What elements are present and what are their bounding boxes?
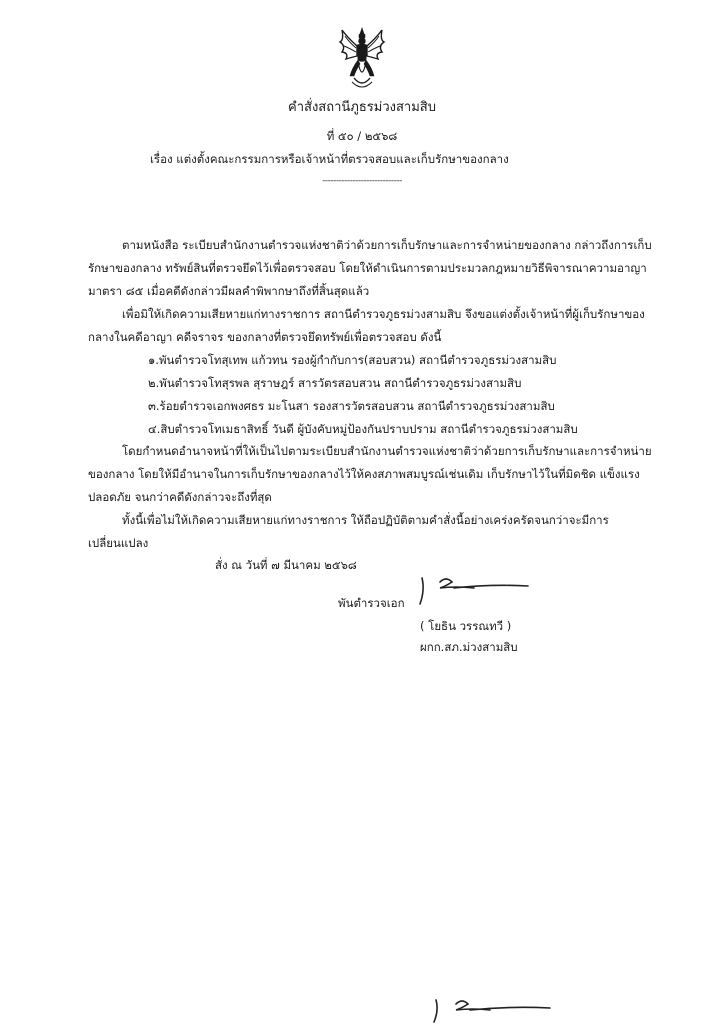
member-item: ๔.สิบตำรวจโทเมธาสิทธิ์ วันดี ผู้บังคับหมู่ป้องกันปราบปราม สถานีตำรวจภูธรม่วงสามสิบ xyxy=(148,422,578,436)
member-item: ๑.พันตำรวจโทสุเทพ แก้วทน รองผู้กำกับการ(สอบสวน) สถานีตำรวจภูธรม่วงสามสิบ xyxy=(148,353,557,367)
member-item: ๒.พันตำรวจโทสุรพล สุราษฎร์ สารวัตรสอบสวน สถานีตำรวจภูธรม่วงสามสิบ xyxy=(148,376,522,390)
order-subject: เรื่อง แต่งตั้งคณะกรรมการหรือเจ้าหน้าที่ตรวจสอบและเก็บรักษาของกลาง xyxy=(150,152,509,166)
paragraph-4-line-2: เปลี่ยนแปลง xyxy=(88,536,149,550)
paragraph-1-line-3: มาตรา ๘๕ เมื่อคดีดังกล่าวมีผลคำพิพากษาถึงที่สิ้นสุดแล้ว xyxy=(88,284,370,298)
separator: ----------------------------- xyxy=(322,176,402,186)
order-date: สั่ง ณ วันที่ ๗ มีนาคม ๒๕๖๘ xyxy=(215,558,357,572)
paragraph-1-line-1: ตามหนังสือ ระเบียบสำนักงานตำรวจแห่งชาติว่าด้วยการเก็บรักษาและการจำหน่ายของกลาง กล่าวถึงการเก็บ xyxy=(122,238,652,252)
signature-mark xyxy=(412,572,532,608)
garuda-emblem xyxy=(336,26,388,92)
paragraph-2-line-2: กลางในคดีอาญา คดีจราจร ของกลางที่ตรวจยึดทรัพย์เพื่อตรวจสอบ ดังนี้ xyxy=(88,330,442,344)
paragraph-3-line-3: ปลอดภัย จนกว่าคดีดังกล่าวจะถึงที่สุด xyxy=(88,490,272,504)
signatory-name: ( โยธิน วรรณทวี ) xyxy=(420,619,512,633)
paragraph-3-line-2: ของกลาง โดยให้มีอำนาจในการเก็บรักษาของกลางไว้ให้คงสภาพสมบูรณ์เช่นเดิม เก็บรักษาไว้ในที่มิดชิด แข็งแรง xyxy=(88,467,640,481)
signatory-position: ผกก.สภ.ม่วงสามสิบ xyxy=(420,640,518,654)
paragraph-4-line-1: ทั้งนี้เพื่อไม่ให้เกิดความเสียหายแก่ทางราชการ ให้ถือปฏิบัติตามคำสั่งนี้อย่างเคร่งครัดจนกว่าจะมีการ xyxy=(122,513,609,527)
document-title: คำสั่งสถานีภูธรม่วงสามสิบ xyxy=(288,100,436,115)
paragraph-1-line-2: รักษาของกลาง ทรัพย์สินที่ตรวจยึดไว้เพื่อตรวจสอบ โดยให้ดำเนินการตามประมวลกฎหมายวิธีพิจารณาความอาญา xyxy=(88,261,647,275)
paragraph-2-line-1: เพื่อมิให้เกิดความเสียหายแก่ทางราชการ สถานีตำรวจภูธรม่วงสามสิบ จึงขอแต่งตั้งเจ้าหน้าที่ผู้เก็บรักษาของ xyxy=(122,307,645,321)
paragraph-3-line-1: โดยกำหนดอำนาจหน้าที่ให้เป็นไปตามระเบียบสำนักงานตำรวจแห่งชาติว่าด้วยการเก็บรักษาและการจำหน่าย xyxy=(122,444,652,458)
initial-signature-mark xyxy=(426,996,556,1024)
signatory-rank: พันตำรวจเอก xyxy=(338,596,405,610)
member-item: ๓.ร้อยตำรวจเอกพงศธร มะโนสา รองสารวัตรสอบสวน สถานีตำรวจภูธรม่วงสามสิบ xyxy=(148,399,555,413)
order-number: ที่ ๕๐ / ๒๕๖๘ xyxy=(326,129,398,143)
